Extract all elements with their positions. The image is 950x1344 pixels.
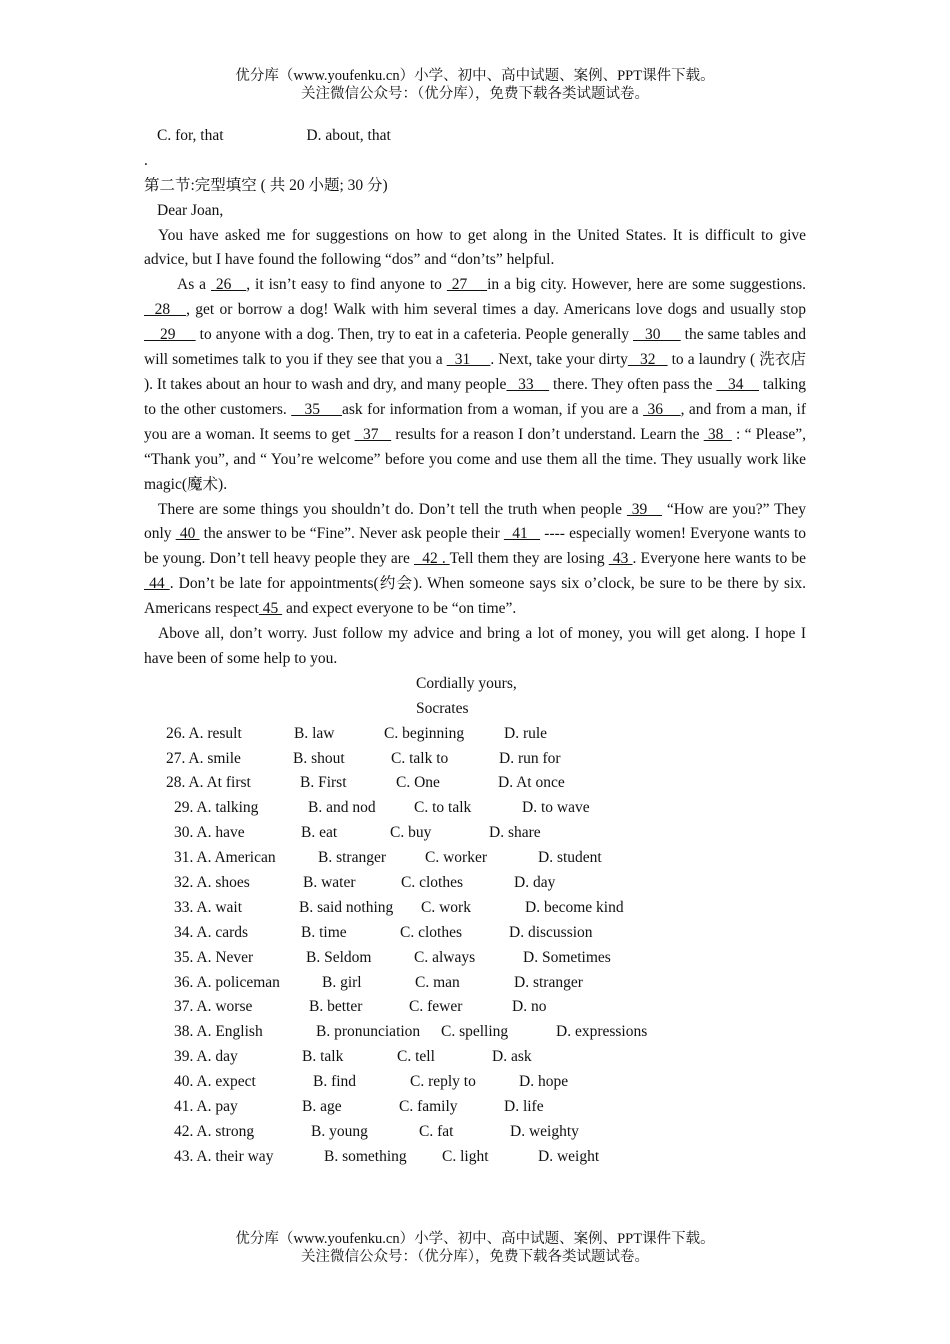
option-c: C. for, that [157, 127, 224, 144]
option-d: D. share [489, 824, 541, 842]
text-run: ask for information from a woman, if you are a [342, 400, 644, 418]
paragraph-1 [144, 224, 806, 274]
option-d: D. become kind [525, 898, 624, 916]
option-d: D. student [538, 849, 602, 867]
option-b: B. find [313, 1073, 357, 1091]
text-run: As a [177, 276, 211, 294]
question-row [144, 821, 806, 846]
option-d: D. expressions [556, 1023, 648, 1041]
question-row [144, 722, 806, 747]
letter-greeting: Dear Joan, [157, 201, 224, 219]
footer-line-1: 优分库（www.youfenku.cn）小学、初中、高中试题、案例、PPT课件下载。 [235, 1231, 715, 1247]
question-row [144, 846, 806, 871]
text-run: the same tables and will sometimes talk to you if they see that you a [144, 326, 807, 369]
option-b: B. eat [301, 824, 338, 842]
option-b: B. First [300, 774, 347, 792]
option-b: B. water [303, 874, 356, 891]
answer-blank: 38 [703, 425, 732, 443]
text-run: “How are you?” They only [144, 500, 807, 543]
option-a: 29. A. talking [174, 799, 259, 817]
option-b: B. said nothing [299, 898, 394, 916]
option-b: B. something [324, 1147, 407, 1165]
text-run: talking to the other customers. [144, 376, 806, 418]
stray-dot: . [144, 151, 148, 169]
text-run: : “ Please”, “Thank you”, and “ You’re welcome” before you come and use them all the time. They usually work like magic(魔术). [144, 425, 807, 493]
option-c: C. One [396, 774, 440, 792]
option-d: D. stranger [514, 973, 583, 991]
answer-blank: 39 [626, 500, 662, 518]
answer-blank: 40 [175, 525, 200, 543]
text-run: there. They often pass the [549, 376, 717, 393]
option-b: B. young [311, 1122, 368, 1140]
answer-blank: 37 [354, 425, 392, 443]
option-c: C. to talk [414, 799, 472, 817]
answer-blank: 36 [643, 400, 681, 418]
text-run: , get or borrow a dog! Walk with him several times a day. Americans love dogs and usually stop [186, 301, 806, 319]
text-run: You have asked me for suggestions on how to get along in the United States. It is difficult to give advice, but I have found the following “dos” and “don’ts” helpful. [144, 226, 806, 269]
question-row [144, 921, 806, 946]
letter-closing: Cordially yours, [416, 674, 517, 692]
option-d: D. Sometimes [523, 948, 611, 966]
option-b: B. shout [293, 749, 345, 767]
option-a: 32. A. shoes [174, 874, 250, 891]
option-b: B. age [302, 1098, 342, 1116]
option-a: 30. A. have [174, 824, 245, 842]
answer-blank: 30 [633, 326, 681, 344]
option-c: C. man [415, 973, 460, 991]
paragraph-3 [144, 498, 806, 623]
option-d: D. ask [492, 1048, 532, 1066]
option-a: 37. A. worse [174, 998, 253, 1016]
option-c: C. light [442, 1147, 489, 1165]
previous-options [144, 124, 806, 149]
option-a: 38. A. English [174, 1023, 263, 1041]
option-d: D. day [514, 874, 556, 891]
answer-blank: 42 . [413, 550, 450, 568]
text-run: , it isn’t easy to find anyone to [246, 276, 447, 294]
option-d: D. rule [504, 724, 548, 742]
question-row [144, 1020, 806, 1045]
text-run: ---- especially women! Everyone wants to be young. Don’t tell heavy people they are [144, 525, 807, 568]
option-d: D. weighty [510, 1122, 579, 1140]
option-d: D. discussion [509, 923, 593, 941]
option-c: C. fat [419, 1122, 454, 1140]
question-row [144, 1120, 806, 1145]
question-row [144, 1045, 806, 1070]
answer-blank: 35 [291, 400, 343, 418]
page-header [0, 67, 950, 103]
answer-blank: 43 [608, 550, 633, 568]
answer-blank: 44 [144, 575, 170, 593]
text-run: to anyone with a dog. Then, try to eat in a cafeteria. People generally [195, 326, 634, 344]
text-run: , and from a man, if you are a woman. It seems to get [144, 400, 806, 443]
option-d: D. hope [519, 1073, 569, 1091]
text-run: . Everyone here wants to be [632, 550, 806, 568]
text-run: the answer to be “Fine”. Never ask people their [199, 525, 504, 543]
text-run: . Next, take your dirty [490, 351, 628, 369]
answer-blank: 31 [446, 351, 491, 369]
option-a: 42. A. strong [174, 1122, 255, 1140]
question-row [144, 747, 806, 772]
option-c: C. clothes [401, 874, 463, 891]
page-footer [0, 1230, 950, 1266]
option-d: D. about, that [306, 127, 391, 144]
option-d: D. to wave [522, 799, 590, 817]
option-c: C. buy [390, 824, 432, 842]
question-row [144, 771, 806, 796]
footer-line-2: 关注微信公众号：（优分库），免费下载各类试题试卷。 [301, 1249, 649, 1265]
option-b: B. time [301, 923, 347, 941]
answer-blank: 41 [503, 525, 541, 543]
question-list [144, 722, 806, 1170]
text-run: to a laundry ( 洗衣店 ). It takes about an hour to wash and dry, and many people [144, 351, 807, 393]
option-d: D. weight [538, 1147, 600, 1165]
text-run: There are some things you shouldn’t do. Don’t tell the truth when people [158, 500, 627, 518]
option-c: C. spelling [441, 1023, 509, 1041]
option-d: D. At once [498, 774, 565, 792]
option-c: C. reply to [410, 1073, 476, 1091]
option-a: 39. A. day [174, 1048, 238, 1066]
option-a: 35. A. Never [174, 948, 254, 966]
paragraph-2 [144, 273, 806, 497]
header-line-1: 优分库（www.youfenku.cn）小学、初中、高中试题、案例、PPT课件下载。 [235, 68, 715, 84]
answer-blank: 34 [716, 376, 760, 393]
text-run: . Don’t be late for appointments(约会). When someone says six o’clock, be sure to be there by six. Americans respect [144, 575, 806, 618]
option-b: B. stranger [318, 849, 387, 867]
option-c: C. tell [397, 1048, 435, 1066]
document-body [144, 124, 806, 1170]
answer-blank: 29 [144, 326, 196, 344]
option-b: B. law [294, 724, 335, 742]
section-title: 第二节:完型填空 ( 共 20 小题; 30 分) [144, 176, 388, 194]
header-line-2: 关注微信公众号：（优分库），免费下载各类试题试卷。 [301, 86, 649, 102]
question-row [144, 1145, 806, 1170]
option-b: B. pronunciation [316, 1023, 421, 1041]
option-a: 36. A. policeman [174, 973, 280, 991]
question-row [144, 1070, 806, 1095]
answer-blank: 33 [506, 376, 550, 393]
text-run: in a big city. However, here are some suggestions. [487, 276, 806, 294]
question-row [144, 896, 806, 921]
answer-blank: 32 [627, 351, 668, 369]
option-a: 31. A. American [174, 849, 276, 867]
question-row [144, 796, 806, 821]
option-c: C. talk to [391, 749, 449, 767]
option-a: 43. A. their way [174, 1147, 274, 1165]
answer-blank: 26 [210, 276, 247, 294]
option-d: D. life [504, 1098, 544, 1116]
option-a: 41. A. pay [174, 1098, 238, 1116]
option-c: C. clothes [400, 923, 462, 941]
option-c: C. beginning [384, 724, 465, 742]
option-b: B. better [309, 998, 363, 1016]
option-a: 28. A. At first [166, 774, 251, 792]
question-row [144, 946, 806, 971]
answer-blank: 45 [258, 600, 283, 618]
option-a: 26. A. result [166, 724, 242, 742]
paragraph-4 [144, 622, 806, 672]
option-c: C. family [399, 1098, 458, 1116]
question-row [144, 871, 806, 896]
option-c: C. fewer [409, 998, 463, 1016]
text-run: results for a reason I don’t understand. Learn the [391, 425, 704, 443]
option-a: 40. A. expect [174, 1073, 256, 1091]
letter-signature: Socrates [416, 699, 469, 717]
option-c: C. work [421, 898, 471, 916]
text-run: and expect everyone to be “on time”. [282, 600, 517, 618]
option-c: C. worker [425, 849, 487, 867]
option-b: B. talk [302, 1048, 344, 1066]
answer-blank: 28 [144, 301, 187, 319]
option-d: D. no [512, 998, 547, 1016]
option-a: 33. A. wait [174, 898, 243, 916]
answer-blank: 27 [446, 276, 488, 294]
option-b: B. and nod [308, 799, 376, 817]
text-run: Above all, don’t worry. Just follow my advice and bring a lot of money, you will get along. I hope I have been of some help to you. [144, 625, 806, 667]
option-a: 34. A. cards [174, 923, 249, 941]
option-a: 27. A. smile [166, 749, 241, 767]
option-d: D. run for [499, 749, 561, 767]
option-c: C. always [414, 948, 476, 966]
question-row [144, 1095, 806, 1120]
option-b: B. girl [322, 973, 362, 991]
option-b: B. Seldom [306, 948, 372, 966]
question-row [144, 995, 806, 1020]
text-run: Tell them they are losing [449, 550, 609, 568]
question-row [144, 971, 806, 996]
